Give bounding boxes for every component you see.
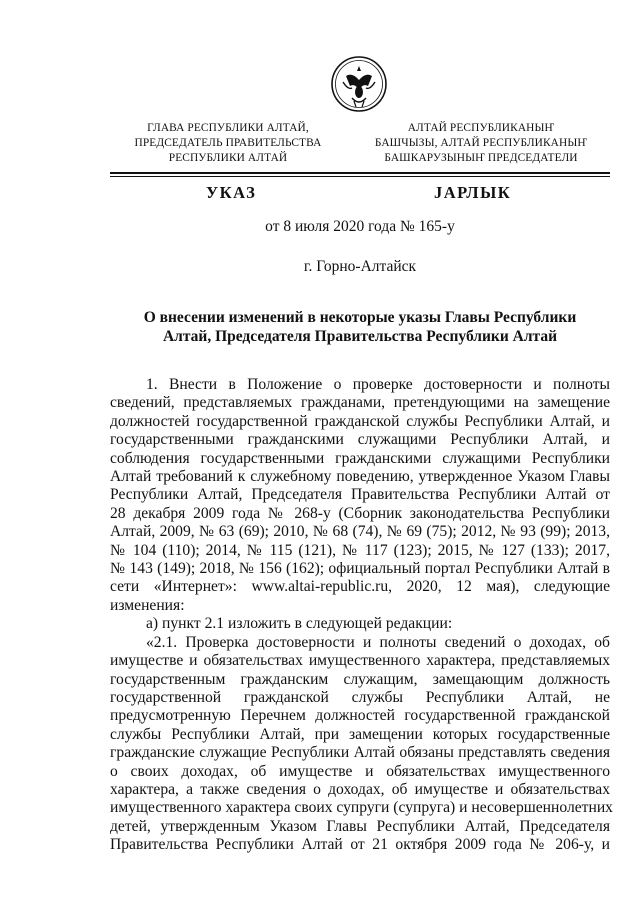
doc-type-russian: УКАЗ bbox=[206, 183, 257, 202]
body-line: изменения: bbox=[110, 596, 185, 614]
body-line: государственным гражданским служащим, замещающим должность bbox=[110, 670, 610, 688]
body-line: государственной гражданской службы Республики Алтай, не bbox=[110, 688, 610, 706]
body-line: характера, а также сведения о доходах, об имуществе и обязательствах bbox=[110, 780, 610, 798]
header-divider-thick bbox=[110, 172, 610, 174]
body-line: сети «Интернет»: www.altai-republic.ru, 2020, 12 мая), следующие bbox=[110, 578, 610, 596]
body-line: гражданские служащие Республики Алтай обязаны представлять сведения bbox=[110, 744, 610, 762]
body-line: «2.1. Проверка достоверности и полноты сведений о доходах, об bbox=[146, 633, 610, 651]
body-line: предусмотренную Перечнем должностей государственной гражданской bbox=[110, 707, 610, 725]
body-line: должностей государственной гражданской службы Республики Алтай, и bbox=[110, 412, 610, 430]
coat-of-arms-emblem bbox=[330, 52, 388, 116]
header-left-line: ПРЕДСЕДАТЕЛЬ ПРАВИТЕЛЬСТВА bbox=[134, 137, 322, 149]
heading-line: О внесении изменений в некоторые указы Главы Республики bbox=[143, 309, 577, 326]
body-line: Республики Алтай, Председателя Правительства Республики Алтай от bbox=[110, 486, 610, 504]
body-line: сведений, представляемых гражданами, претендующими на замещение bbox=[110, 394, 610, 412]
document-city: г. Горно-Алтайск bbox=[303, 258, 417, 275]
header-left-line: РЕСПУБЛИКИ АЛТАЙ bbox=[168, 152, 288, 164]
header-left-block bbox=[118, 121, 338, 166]
body-line: а) пункт 2.1 изложить в следующей редакции: bbox=[146, 615, 453, 633]
body-line: № 104 (110); 2014, № 115 (121), № 117 (123); 2015, № 127 (133); 2017, bbox=[110, 541, 610, 559]
body-line: имуществе и обязательствах имущественного характера, представляемых bbox=[110, 652, 610, 670]
document-date-number: от 8 июля 2020 года № 165-у bbox=[265, 218, 455, 235]
body-line: имущественного характера своих супруги (супруга) и несовершеннолетних bbox=[110, 799, 613, 817]
body-line: 1. Внести в Положение о проверке достоверности и полноты bbox=[146, 376, 610, 393]
header-right-block bbox=[350, 121, 612, 166]
body-line: детей, утвержденным Указом Главы Республики Алтай, Председателя bbox=[110, 817, 610, 835]
body-line: Алтай, 2009, № 63 (69); 2010, № 68 (74), № 69 (75); 2012, № 93 (99); 2013, bbox=[110, 523, 610, 541]
body-line: о своих доходах, об имуществе и обязательствах имущественного bbox=[110, 762, 610, 780]
doc-type-altai: ЈАРЛЫК bbox=[434, 183, 512, 202]
body-line: № 143 (149); 2018, № 156 (162); официальный портал Республики Алтай в bbox=[110, 560, 610, 578]
body-line: Правительства Республики Алтай от 21 октября 2009 года № 206-у, и bbox=[110, 836, 610, 854]
document-body bbox=[110, 376, 613, 855]
body-line: Алтай требований к служебному поведению, утвержденное Указом Главы bbox=[110, 468, 610, 486]
header-right-line: БАШКАРУЗЫНЫҤ ПРЕДСЕДАТЕЛИ bbox=[384, 152, 578, 164]
document-heading bbox=[110, 309, 610, 346]
body-line: службы Республики Алтай, при замещении которых государственные bbox=[110, 725, 610, 743]
header-right-line: БАШЧЫЗЫ, АЛТАЙ РЕСПУБЛИКАНЫҤ bbox=[374, 137, 588, 149]
header-left-line: ГЛАВА РЕСПУБЛИКИ АЛТАЙ, bbox=[147, 122, 309, 134]
body-line: соблюдения государственными гражданскими служащими Республики bbox=[110, 449, 610, 467]
heading-line: Алтай, Председателя Правительства Республики Алтай bbox=[162, 327, 558, 345]
body-line: 28 декабря 2009 года № 268-у (Сборник законодательства Республики bbox=[110, 504, 610, 522]
header-divider-thin bbox=[110, 176, 610, 177]
header-right-line: АЛТАЙ РЕСПУБЛИКАНЫҤ bbox=[407, 122, 555, 134]
body-line: государственными гражданскими служащими Республики Алтай, и bbox=[110, 431, 610, 449]
